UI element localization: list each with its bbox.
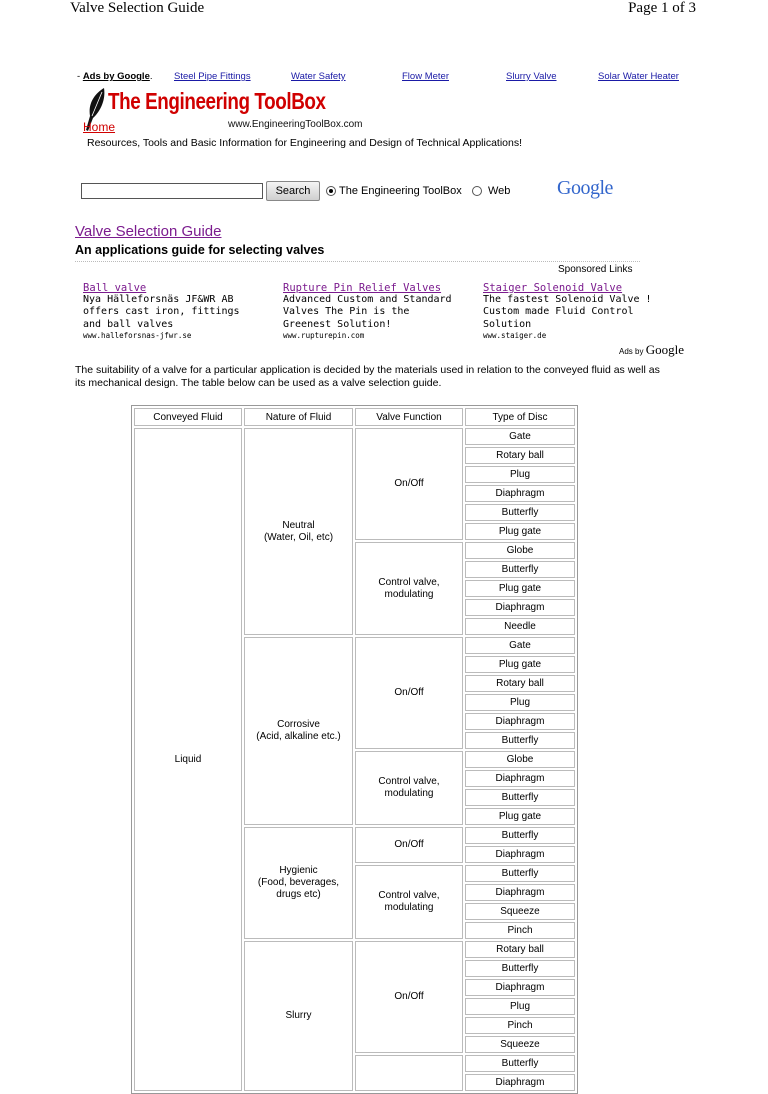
google-logo-text: Google	[557, 177, 613, 199]
site-url: www.EngineeringToolBox.com	[228, 119, 363, 130]
disc-type-cell: Squeeze	[465, 903, 575, 920]
home-link[interactable]: Home	[83, 120, 116, 134]
sponsored-ad-url[interactable]: www.staiger.de	[483, 330, 547, 340]
ad-link-water-safety[interactable]: Water Safety	[291, 71, 346, 82]
disc-type-cell: Plug	[465, 466, 575, 483]
disc-type-cell: Butterfly	[465, 865, 575, 882]
ad-prefix: -	[77, 71, 83, 82]
disc-type-cell: Plug gate	[465, 580, 575, 597]
ad-link-solar-water-heater[interactable]: Solar Water Heater	[598, 71, 679, 82]
disc-type-cell: Plug gate	[465, 523, 575, 540]
disc-type-cell: Butterfly	[465, 504, 575, 521]
disc-type-cell: Plug	[465, 694, 575, 711]
disc-type-cell: Globe	[465, 751, 575, 768]
disc-type-cell: Plug gate	[465, 808, 575, 825]
radio-label-engineering-toolbox: The Engineering ToolBox	[339, 185, 462, 197]
sponsored-ad[interactable]	[83, 282, 263, 340]
fluid-nature-cell: Hygienic (Food, beverages, drugs etc)	[244, 827, 353, 939]
sponsored-ad-title[interactable]: Staiger Solenoid Valve	[483, 282, 623, 294]
intro-paragraph: The suitability of a valve for a particular application is decided by the materials used in relation to the conveyed fluid as well as its mechanical design. The table below can be used as a valve selection guide.	[75, 364, 660, 389]
sponsored-ad-title[interactable]: Ball valve	[83, 282, 147, 294]
radio-web[interactable]	[472, 186, 482, 196]
ad-link-steel-pipe-fittings[interactable]: Steel Pipe Fittings	[174, 71, 251, 82]
disc-type-cell: Diaphragm	[465, 846, 575, 863]
disc-type-cell: Butterfly	[465, 1055, 575, 1072]
disc-type-cell: Squeeze	[465, 1036, 575, 1053]
disc-type-cell: Butterfly	[465, 732, 575, 749]
radio-label-web: Web	[488, 185, 511, 197]
sponsored-ad-desc: Advanced Custom and Standard Valves The Pin is the Greenest Solution!	[283, 294, 452, 330]
valve-function-cell: On/Off	[355, 428, 463, 540]
disc-type-cell: Diaphragm	[465, 713, 575, 730]
ads-by-google-label[interactable]: - Ads by Google.	[77, 71, 153, 82]
valve-function-cell: Control valve, modulating	[355, 865, 463, 939]
search-input[interactable]	[81, 183, 263, 199]
sponsored-ad-url[interactable]: www.halleforsnas-jfwr.se	[83, 330, 192, 340]
column-header: Conveyed Fluid	[134, 408, 242, 426]
column-header: Valve Function	[355, 408, 463, 426]
valve-function-cell: On/Off	[355, 637, 463, 749]
valve-function-cell: Control valve, modulating	[355, 751, 463, 825]
ad-link-slurry-valve[interactable]: Slurry Valve	[506, 71, 557, 82]
disc-type-cell: Diaphragm	[465, 599, 575, 616]
table-row	[134, 428, 575, 445]
radio-engineering-toolbox[interactable]	[326, 186, 336, 196]
page-subtitle: An applications guide for selecting valves	[75, 243, 325, 257]
fluid-nature-cell: Slurry	[244, 941, 353, 1091]
disc-type-cell: Diaphragm	[465, 979, 575, 996]
conveyed-fluid-cell: Liquid	[134, 428, 242, 1091]
disc-type-cell: Pinch	[465, 1017, 575, 1034]
disc-type-cell: Butterfly	[465, 960, 575, 977]
valve-function-cell: Control valve, modulating	[355, 542, 463, 635]
divider	[75, 261, 640, 262]
table-header-row	[134, 408, 575, 426]
disc-type-cell: Butterfly	[465, 789, 575, 806]
disc-type-cell: Rotary ball	[465, 941, 575, 958]
valve-function-cell: On/Off	[355, 941, 463, 1053]
disc-type-cell: Diaphragm	[465, 1074, 575, 1091]
valve-function-cell: On/Off	[355, 827, 463, 863]
disc-type-cell: Needle	[465, 618, 575, 635]
disc-type-cell: Diaphragm	[465, 485, 575, 502]
ads-google-logo: Google	[645, 342, 684, 357]
fluid-nature-cell: Corrosive (Acid, alkaline etc.)	[244, 637, 353, 825]
disc-type-cell: Diaphragm	[465, 884, 575, 901]
disc-type-cell: Butterfly	[465, 827, 575, 844]
disc-type-cell: Gate	[465, 637, 575, 654]
print-page-number: Page 1 of 3	[628, 0, 696, 16]
column-header: Nature of Fluid	[244, 408, 353, 426]
sponsored-ad-desc: Nya Hälleforsnäs JF&WR AB offers cast iron, fittings and ball valves	[83, 294, 240, 330]
column-header: Type of Disc	[465, 408, 575, 426]
valve-function-cell	[355, 1055, 463, 1091]
disc-type-cell: Diaphragm	[465, 770, 575, 787]
disc-type-cell: Gate	[465, 428, 575, 445]
disc-type-cell: Rotary ball	[465, 447, 575, 464]
disc-type-cell: Globe	[465, 542, 575, 559]
search-button[interactable]: Search	[266, 181, 320, 201]
disc-type-cell: Plug	[465, 998, 575, 1015]
page-title[interactable]: Valve Selection Guide	[75, 223, 222, 240]
disc-type-cell: Butterfly	[465, 561, 575, 578]
sponsored-ad-desc: The fastest Solenoid Valve ! Custom made Fluid Control Solution	[483, 294, 652, 330]
sponsored-ad-title[interactable]: Rupture Pin Relief Valves	[283, 282, 442, 294]
disc-type-cell: Plug gate	[465, 656, 575, 673]
sponsored-ad[interactable]	[483, 282, 673, 340]
site-tagline: Resources, Tools and Basic Information for Engineering and Design of Technical Applications!	[87, 137, 523, 149]
site-logo[interactable]: The Engineering ToolBox	[108, 88, 326, 114]
ads-by-google-link[interactable]: Ads by Google	[82, 71, 150, 82]
sponsored-ad[interactable]	[283, 282, 463, 340]
google-logo	[557, 177, 613, 200]
sponsored-ad-url[interactable]: www.rupturepin.com	[283, 330, 365, 340]
fluid-nature-cell: Neutral (Water, Oil, etc)	[244, 428, 353, 635]
ads-by-google-badge[interactable]	[619, 342, 684, 358]
valve-selection-table	[131, 405, 578, 1094]
ad-link-flow-meter[interactable]: Flow Meter	[402, 71, 449, 82]
disc-type-cell: Pinch	[465, 922, 575, 939]
sponsored-links-label: Sponsored Links	[558, 264, 633, 275]
ads-by-label: Ads by	[619, 347, 644, 356]
disc-type-cell: Rotary ball	[465, 675, 575, 692]
print-header-title: Valve Selection Guide	[70, 0, 205, 16]
